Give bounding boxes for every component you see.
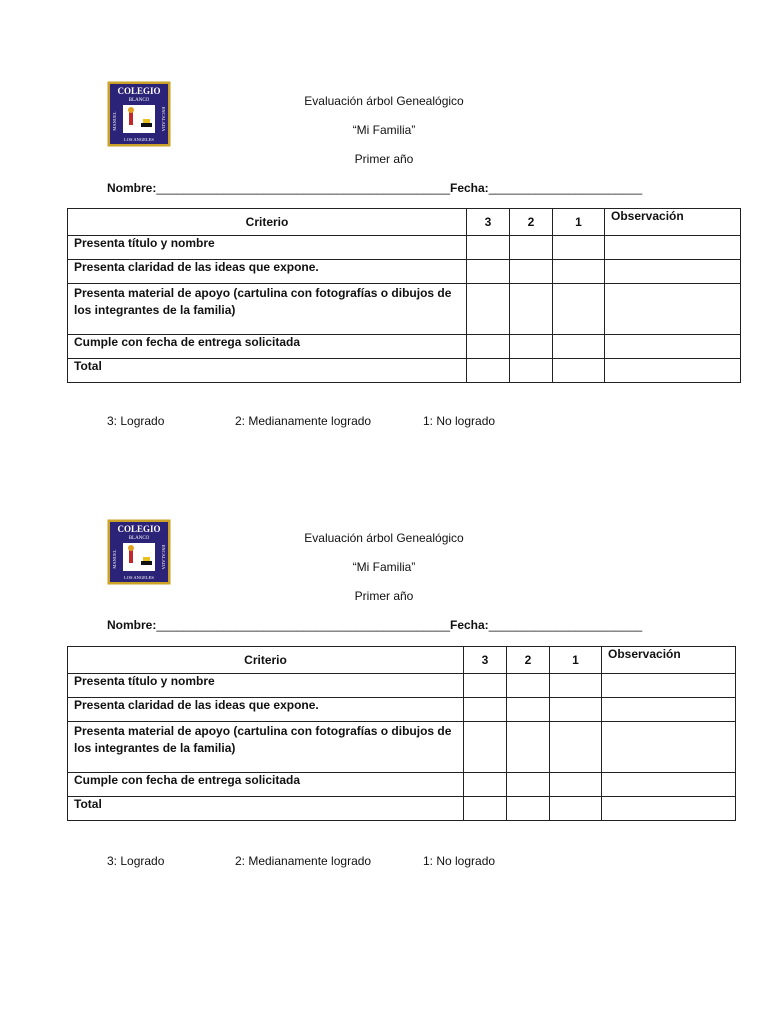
criterion-cell: Presenta material de apoyo (cartulina con fotografías o dibujos de los integrantes de la familia) xyxy=(68,722,464,773)
rubric-table xyxy=(67,646,736,821)
header-criterio: Criterio xyxy=(68,209,467,236)
table-row xyxy=(68,722,736,773)
table-row xyxy=(68,797,736,821)
legend-score-3: 3: Logrado xyxy=(107,854,165,868)
score-cell[interactable] xyxy=(550,674,602,698)
score-cell[interactable] xyxy=(507,797,550,821)
form-grade: Primer año xyxy=(354,152,414,166)
score-cell[interactable] xyxy=(464,674,507,698)
criterion-cell: Total xyxy=(68,797,464,821)
svg-text:COLEGIO: COLEGIO xyxy=(117,86,161,96)
form-title: Evaluación árbol Genealógico xyxy=(304,94,464,108)
table-row xyxy=(68,773,736,797)
observation-cell[interactable] xyxy=(602,698,736,722)
name-label: Nombre: xyxy=(107,618,157,632)
header-score-3: 3 xyxy=(464,647,507,674)
date-field[interactable]: _______________________ xyxy=(488,181,643,195)
score-cell[interactable] xyxy=(553,335,605,359)
date-label: Fecha: xyxy=(450,181,489,195)
score-cell[interactable] xyxy=(467,284,510,335)
score-cell[interactable] xyxy=(507,722,550,773)
score-cell[interactable] xyxy=(550,698,602,722)
criterion-cell: Presenta título y nombre xyxy=(68,236,467,260)
observation-cell[interactable] xyxy=(602,674,736,698)
svg-text:BLANCO: BLANCO xyxy=(128,536,150,541)
score-cell[interactable] xyxy=(550,797,602,821)
criterion-cell: Total xyxy=(68,359,467,383)
score-cell[interactable] xyxy=(467,236,510,260)
legend-score-1: 1: No logrado xyxy=(423,854,496,868)
score-cell[interactable] xyxy=(550,722,602,773)
score-cell[interactable] xyxy=(553,359,605,383)
legend-score-2: 2: Medianamente logrado xyxy=(235,854,372,868)
table-row xyxy=(68,359,741,383)
score-cell[interactable] xyxy=(553,284,605,335)
date-field[interactable]: _______________________ xyxy=(488,618,643,632)
criterion-cell: Cumple con fecha de entrega solicitada xyxy=(68,335,467,359)
criterion-cell: Presenta título y nombre xyxy=(68,674,464,698)
header-score-1: 1 xyxy=(553,209,605,236)
score-cell[interactable] xyxy=(464,698,507,722)
svg-text:ENCALADA: ENCALADA xyxy=(161,106,166,132)
observation-cell[interactable] xyxy=(602,773,736,797)
form-subtitle: “Mi Familia” xyxy=(352,123,416,137)
header-score-2: 2 xyxy=(510,209,553,236)
criterion-cell: Presenta claridad de las ideas que expone. xyxy=(68,698,464,722)
rubric-table xyxy=(67,208,741,383)
score-cell[interactable] xyxy=(467,359,510,383)
form-grade: Primer año xyxy=(354,589,414,603)
observation-cell[interactable] xyxy=(602,797,736,821)
score-cell[interactable] xyxy=(464,773,507,797)
criterion-cell: Presenta claridad de las ideas que expone. xyxy=(68,260,467,284)
score-cell[interactable] xyxy=(553,260,605,284)
name-date-line xyxy=(107,618,642,632)
svg-text:ENCALADA: ENCALADA xyxy=(161,544,166,570)
svg-text:MANUEL: MANUEL xyxy=(112,111,117,131)
header-score-1: 1 xyxy=(550,647,602,674)
table-row xyxy=(68,674,736,698)
score-cell[interactable] xyxy=(467,260,510,284)
score-cell[interactable] xyxy=(464,797,507,821)
svg-text:COLEGIO: COLEGIO xyxy=(117,524,161,534)
legend-score-3: 3: Logrado xyxy=(107,414,165,428)
criterion-cell: Presenta material de apoyo (cartulina con fotografías o dibujos de los integrantes de la familia) xyxy=(68,284,467,335)
school-logo-icon xyxy=(107,81,171,147)
name-field[interactable]: ____________________________________________ xyxy=(156,618,450,632)
name-field[interactable]: ____________________________________________ xyxy=(156,181,450,195)
legend-score-1: 1: No logrado xyxy=(423,414,496,428)
observation-cell[interactable] xyxy=(602,722,736,773)
form-subtitle: “Mi Familia” xyxy=(352,560,416,574)
score-cell[interactable] xyxy=(510,284,553,335)
svg-text:MANUEL: MANUEL xyxy=(112,549,117,569)
score-cell[interactable] xyxy=(510,359,553,383)
score-cell[interactable] xyxy=(507,698,550,722)
score-cell[interactable] xyxy=(467,335,510,359)
observation-cell[interactable] xyxy=(605,236,741,260)
score-cell[interactable] xyxy=(507,773,550,797)
score-cell[interactable] xyxy=(510,236,553,260)
header-criterio: Criterio xyxy=(68,647,464,674)
observation-cell[interactable] xyxy=(605,335,741,359)
table-row xyxy=(68,260,741,284)
name-date-line xyxy=(107,181,642,195)
header-score-3: 3 xyxy=(467,209,510,236)
observation-cell[interactable] xyxy=(605,260,741,284)
score-cell[interactable] xyxy=(553,236,605,260)
date-label: Fecha: xyxy=(450,618,489,632)
header-observacion: Observación xyxy=(605,209,741,236)
score-cell[interactable] xyxy=(464,722,507,773)
form-title: Evaluación árbol Genealógico xyxy=(304,531,464,545)
criterion-cell: Cumple con fecha de entrega solicitada xyxy=(68,773,464,797)
observation-cell[interactable] xyxy=(605,284,741,335)
table-row xyxy=(68,698,736,722)
score-cell[interactable] xyxy=(550,773,602,797)
table-row xyxy=(68,335,741,359)
school-logo-icon xyxy=(107,519,171,585)
svg-text:LOS ANGELES: LOS ANGELES xyxy=(124,137,154,142)
table-row xyxy=(68,236,741,260)
score-cell[interactable] xyxy=(510,260,553,284)
name-label: Nombre: xyxy=(107,181,157,195)
table-row xyxy=(68,284,741,335)
observation-cell[interactable] xyxy=(605,359,741,383)
svg-text:LOS ANGELES: LOS ANGELES xyxy=(124,575,154,580)
header-score-2: 2 xyxy=(507,647,550,674)
score-cell[interactable] xyxy=(510,335,553,359)
score-cell[interactable] xyxy=(507,674,550,698)
header-observacion: Observación xyxy=(602,647,736,674)
legend-score-2: 2: Medianamente logrado xyxy=(235,414,372,428)
svg-text:BLANCO: BLANCO xyxy=(128,98,150,103)
